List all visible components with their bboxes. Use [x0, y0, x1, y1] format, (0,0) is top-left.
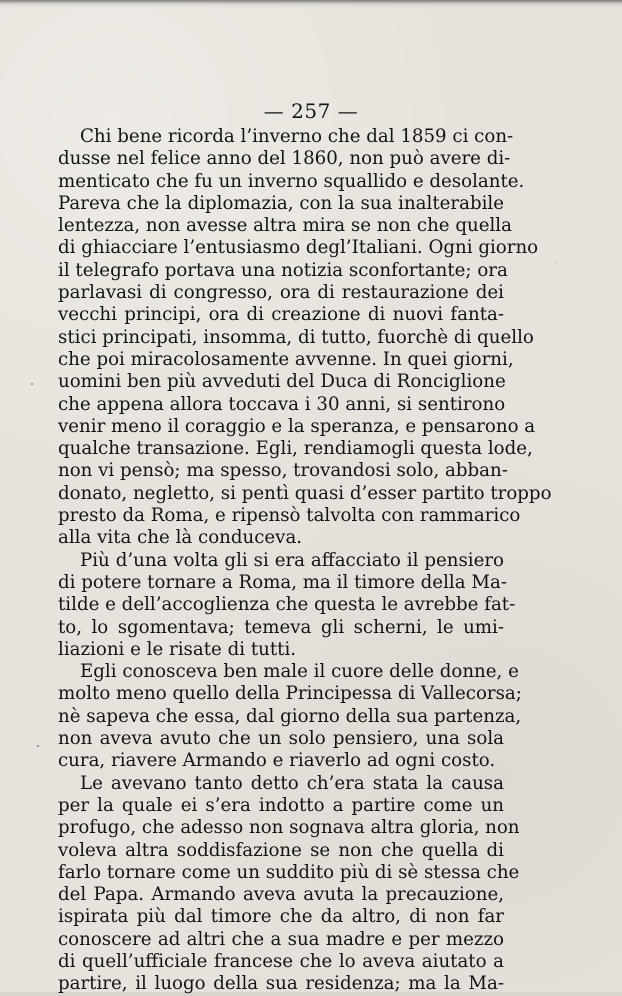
text-line: qualche transazione. Egli, rendiamogli questa lode,	[58, 438, 533, 460]
scan-speck	[37, 745, 39, 747]
body-text	[58, 126, 552, 996]
text-line: donato, negletto, si pentì quasi d’esser partito troppo	[58, 482, 552, 504]
scan-speck	[31, 383, 33, 385]
text-line: liazioni e le risate di tutti.	[58, 638, 297, 660]
text-line: non vi pensò; ma spesso, trovandosi solo, abban-	[58, 460, 508, 482]
text-line: Le avevano tanto detto ch’era stata la causa	[80, 772, 504, 794]
text-line: lentezza, non avesse altra mira se non che quella	[58, 215, 512, 237]
text-line: che poi miracolosamente avvenne. In quei giorni,	[58, 348, 514, 370]
text-line: di ghiacciare l’entusiasmo degl’Italiani. Ogni giorno	[58, 237, 539, 259]
text-line: Chi bene ricorda l’inverno che dal 1859 ci con-	[80, 126, 514, 147]
text-line: stici principati, insomma, di tutto, fuorchè di quello	[58, 326, 534, 348]
text-line: di potere tornare a Roma, ma il timore della Ma-	[58, 571, 507, 593]
text-line: partire, il luogo della sua residenza; ma la Ma-	[58, 973, 504, 995]
text-line: di quell’ufficiale francese che lo aveva aiutato a	[58, 950, 504, 972]
text-line: uomini ben più avveduti del Duca di Ronciglione	[58, 371, 506, 393]
text-line: voleva altra soddisfazione se non che quella di	[58, 839, 504, 861]
text-line: per la quale ei s’era indotto a partire come un	[58, 794, 504, 816]
text-line: conoscere ad altri che a sua madre e per mezzo	[58, 928, 504, 950]
scan-edge-shadow	[0, 0, 622, 8]
text-line: vecchi principi, ora di creazione di nuovi fanta-	[58, 304, 504, 326]
text-line: profugo, che adesso non sognava altra gloria, non	[58, 817, 520, 839]
text-line: farlo tornare come un suddito più di sè stessa che	[58, 861, 520, 883]
text-line: alla vita che là conduceva.	[58, 527, 303, 549]
text-line: Più d’una volta gli si era affacciato il pensiero	[80, 549, 504, 571]
text-line: menticato che fu un inverno squallido e desolante.	[58, 170, 525, 192]
text-line: Egli conosceva ben male il cuore delle donne, e	[80, 661, 519, 683]
text-line: che appena allora toccava i 30 anni, si sentirono	[58, 393, 506, 415]
text-line: cura, riavere Armando e riaverlo ad ogni costo.	[58, 750, 496, 772]
text-line: molto meno quello della Principessa di Vallecorsa;	[58, 683, 522, 705]
text-line: tilde e dell’accoglienza che questa le avrebbe fat-	[58, 594, 516, 616]
page-number: — 257 —	[263, 99, 359, 123]
scan-speck	[555, 262, 556, 263]
text-line: to, lo sgomentava; temeva gli scherni, le umi-	[58, 616, 504, 638]
text-line: Pareva che la diplomazia, con la sua inalterabile	[58, 192, 504, 214]
text-line: nè sapeva che essa, dal giorno della sua partenza,	[58, 705, 522, 727]
text-line: venir meno il coraggio e la speranza, e pensarono a	[58, 415, 536, 437]
text-line: non aveva avuto che un solo pensiero, una sola	[58, 728, 504, 750]
text-line: ispirata più dal timore che da altro, di non far	[58, 906, 504, 928]
text-line: presto da Roma, e ripensò talvolta con rammarico	[58, 505, 521, 527]
text-line: parlavasi di congresso, ora di restaurazione dei	[58, 282, 504, 304]
text-line: dusse nel felice anno del 1860, non può avere di-	[58, 148, 511, 170]
text-line: del Papa. Armando aveva avuta la precauzione,	[58, 884, 504, 906]
text-line: il telegrafo portava una notizia sconfortante; ora	[58, 259, 508, 281]
